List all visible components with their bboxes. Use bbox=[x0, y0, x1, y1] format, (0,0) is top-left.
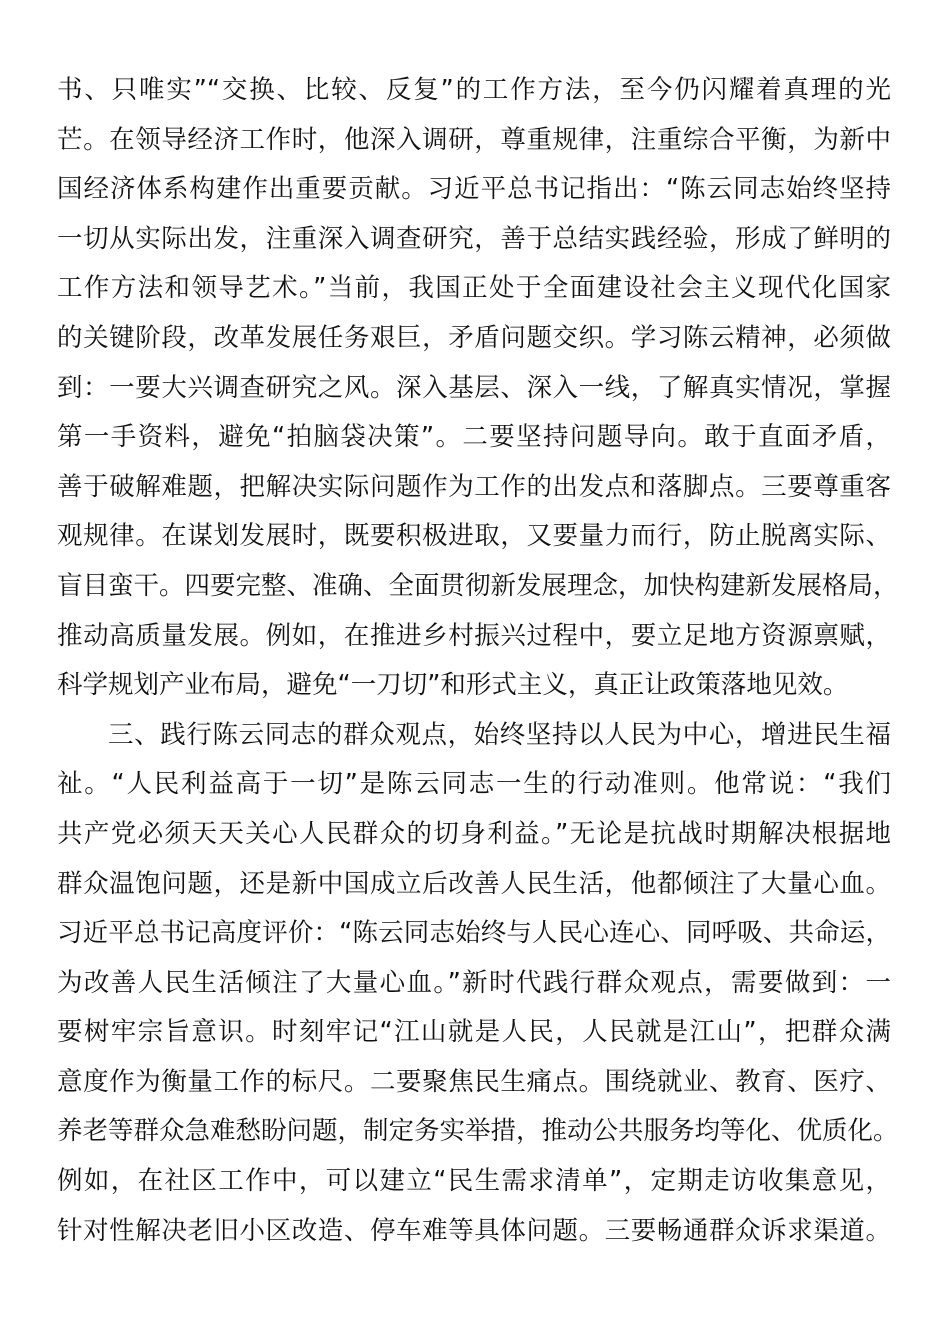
text-line: 共产党必须天天关心人民群众的切身利益。”无论是抗战时期解决根据地 bbox=[57, 818, 891, 849]
text-line: 意度作为衡量工作的标尺。二要聚焦民生痛点。围绕就业、教育、医疗、 bbox=[57, 1066, 891, 1097]
document-body bbox=[57, 66, 899, 1256]
text-line: 一切从实际出发，注重深入调查研究，善于总结实践经验，形成了鲜明的 bbox=[57, 223, 891, 254]
text-line: 盲目蛮干。四要完整、准确、全面贯彻新发展理念，加快构建新发展格局， bbox=[57, 570, 899, 601]
text-line: 国经济体系构建作出重要贡献。习近平总书记指出：“陈云同志始终坚持 bbox=[57, 174, 891, 205]
text-line: 推动高质量发展。例如，在推进乡村振兴过程中，要立足地方资源禀赋， bbox=[57, 620, 891, 651]
text-line: 三、践行陈云同志的群众观点，始终坚持以人民为中心，增进民生福 bbox=[108, 719, 891, 750]
text-line: 科学规划产业布局，避免“一刀切”和形式主义，真正让政策落地见效。 bbox=[57, 670, 849, 701]
text-line: 为改善人民生活倾注了大量心血。”新时代践行群众观点，需要做到：一 bbox=[57, 967, 891, 998]
text-line: 第一手资料，避免“拍脑袋决策”。二要坚持问题导向。敢于直面矛盾， bbox=[57, 422, 891, 453]
text-line: 芒。在领导经济工作时，他深入调研，尊重规律，注重综合平衡，为新中 bbox=[57, 124, 891, 155]
text-line: 祉。“人民利益高于一切”是陈云同志一生的行动准则。他常说：“我们 bbox=[57, 769, 891, 800]
text-line: 到：一要大兴调查研究之风。深入基层、深入一线，了解真实情况，掌握 bbox=[57, 372, 891, 403]
text-line: 习近平总书记高度评价：“陈云同志始终与人民心连心、同呼吸、共命运， bbox=[57, 918, 891, 949]
text-line: 工作方法和领导艺术。”当前，我国正处于全面建设社会主义现代化国家 bbox=[57, 273, 891, 304]
text-line: 例如，在社区工作中，可以建立“民生需求清单”，定期走访收集意见， bbox=[57, 1166, 891, 1197]
text-line: 书、只唯实”“交换、比较、反复”的工作方法，至今仍闪耀着真理的光 bbox=[57, 75, 891, 105]
text-line: 针对性解决老旧小区改造、停车难等具体问题。三要畅通群众诉求渠道。 bbox=[57, 1215, 891, 1246]
text-line: 善于破解难题，把解决实际问题作为工作的出发点和落脚点。三要尊重客 bbox=[57, 471, 891, 502]
paragraph-1 bbox=[57, 66, 899, 711]
text-line: 要树牢宗旨意识。时刻牢记“江山就是人民，人民就是江山”，把群众满 bbox=[57, 1017, 891, 1048]
text-line: 的关键阶段，改革发展任务艰巨，矛盾问题交织。学习陈云精神，必须做 bbox=[57, 322, 891, 353]
text-line: 观规律。在谋划发展时，既要积极进取，又要量力而行，防止脱离实际、 bbox=[57, 521, 891, 552]
paragraph-2 bbox=[57, 711, 899, 1257]
text-line: 养老等群众急难愁盼问题，制定务实举措，推动公共服务均等化、优质化。 bbox=[57, 1116, 899, 1147]
text-line: 群众温饱问题，还是新中国成立后改善人民生活，他都倾注了大量心血。 bbox=[57, 868, 891, 899]
